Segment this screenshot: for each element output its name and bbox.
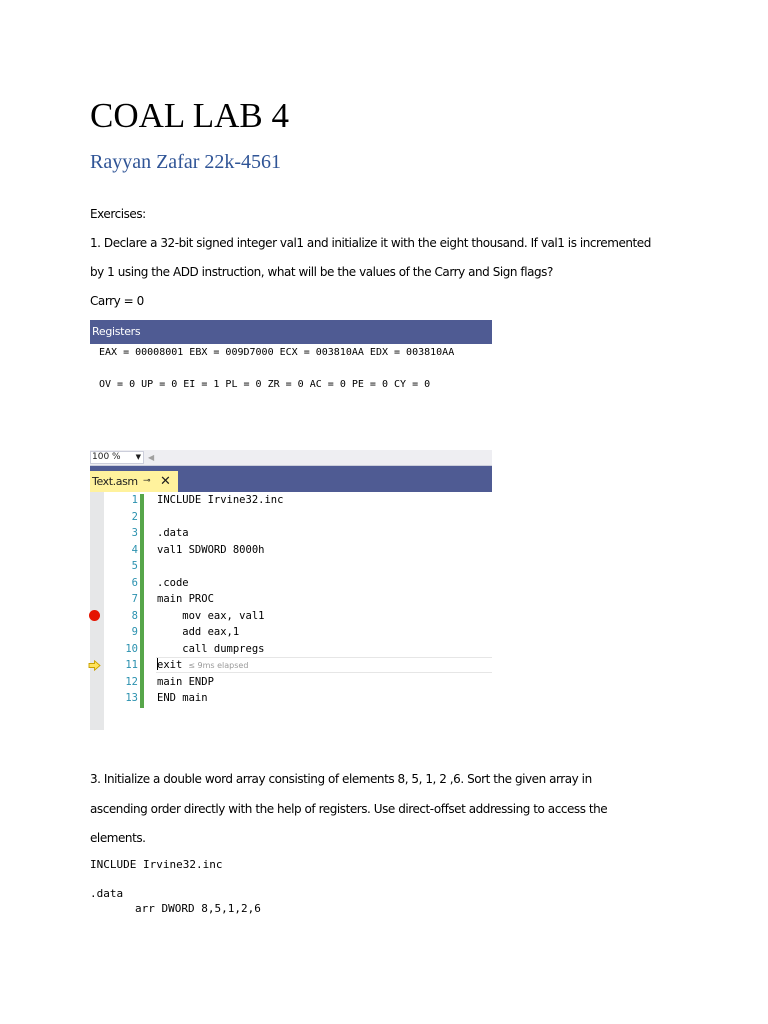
- line-number: 5: [131, 560, 138, 572]
- registers-header: Registers: [90, 320, 492, 344]
- elapsed-time-hint: ≤ 9ms elapsed: [188, 661, 249, 670]
- breakpoint-icon[interactable]: [89, 610, 100, 621]
- scroll-left-icon[interactable]: ◀: [148, 453, 155, 462]
- registers-screenshot: [90, 320, 492, 398]
- code-text: main ENDP: [157, 675, 214, 688]
- code-text: call dumpregs: [157, 642, 265, 655]
- code-text: .data: [157, 527, 189, 539]
- question-3-line-3: elements.: [90, 831, 146, 845]
- document-author: Rayyan Zafar 22k-4561: [90, 151, 282, 173]
- code-line[interactable]: [104, 641, 492, 658]
- code-line[interactable]: [104, 525, 492, 542]
- execution-arrow-icon: [88, 660, 101, 671]
- code-text: main PROC: [157, 593, 214, 605]
- question-3-line-2: ascending order directly with the help of registers. Use direct-offset addressing to access the: [90, 802, 608, 816]
- code-line[interactable]: [104, 575, 492, 592]
- line-number: 9: [131, 626, 138, 638]
- code-line[interactable]: [104, 492, 492, 509]
- code-editor-screenshot: [90, 450, 492, 730]
- code-line[interactable]: [104, 624, 492, 641]
- code-line[interactable]: [104, 558, 492, 575]
- line-number: 10: [125, 642, 138, 655]
- line-number: 11: [125, 659, 138, 671]
- line-number: 4: [131, 543, 138, 556]
- code-text: exit: [157, 659, 183, 671]
- document-title: COAL LAB 4: [90, 96, 289, 135]
- tab-label: Text.asm: [92, 475, 138, 488]
- registers-line: EAX = 00008001 EBX = 009D7000 ECX = 003810AA EDX = 003810AA: [99, 347, 455, 358]
- code-line[interactable]: [104, 542, 492, 559]
- question-3-line-1: 3. Initialize a double word array consisting of elements 8, 5, 1, 2 ,6. Sort the given array in: [90, 772, 592, 786]
- code-line[interactable]: [104, 591, 492, 608]
- line-number: 6: [131, 576, 138, 589]
- line-number: 1: [131, 494, 138, 506]
- code-array-line: arr DWORD 8,5,1,2,6: [135, 902, 261, 915]
- carry-answer: Carry = 0: [90, 294, 144, 308]
- zoom-bar: [90, 450, 492, 466]
- tab-strip: [90, 466, 492, 492]
- line-number: 13: [125, 692, 138, 704]
- code-text: END main: [157, 692, 208, 704]
- code-text: .code: [157, 576, 189, 589]
- code-line[interactable]: [104, 674, 492, 691]
- code-line[interactable]: [104, 509, 492, 526]
- flags-line: OV = 0 UP = 0 EI = 1 PL = 0 ZR = 0 AC = 0 PE = 0 CY = 0: [99, 379, 431, 390]
- chevron-down-icon: ▼: [135, 453, 141, 461]
- code-text: add eax,1: [157, 626, 240, 638]
- exercises-heading: Exercises:: [90, 207, 146, 221]
- code-text: val1 SDWORD 8000h: [157, 543, 265, 556]
- line-number: 7: [131, 593, 138, 605]
- code-line[interactable]: [104, 690, 492, 707]
- code-line[interactable]: [104, 608, 492, 625]
- code-text: INCLUDE Irvine32.inc: [157, 494, 284, 506]
- code-text-wrapper: [157, 657, 248, 675]
- line-number: 8: [131, 609, 138, 622]
- zoom-dropdown[interactable]: [90, 451, 144, 464]
- code-include-line: INCLUDE Irvine32.inc: [90, 858, 223, 871]
- zoom-value: 100 %: [92, 452, 121, 462]
- pin-icon[interactable]: ⊸: [143, 476, 151, 486]
- question-1-line-1: 1. Declare a 32-bit signed integer val1 and initialize it with the eight thousand. If val1 is incremented: [90, 236, 651, 250]
- line-number: 12: [125, 675, 138, 688]
- close-icon[interactable]: ✕: [160, 474, 171, 489]
- line-number: 2: [131, 510, 138, 523]
- code-text: mov eax, val1: [157, 609, 265, 622]
- tab-text-asm[interactable]: [90, 471, 178, 492]
- question-1-line-2: by 1 using the ADD instruction, what will be the values of the Carry and Sign flags?: [90, 265, 553, 279]
- code-data-line: .data: [90, 887, 124, 900]
- line-number: 3: [131, 527, 138, 539]
- current-code-line[interactable]: [104, 657, 492, 674]
